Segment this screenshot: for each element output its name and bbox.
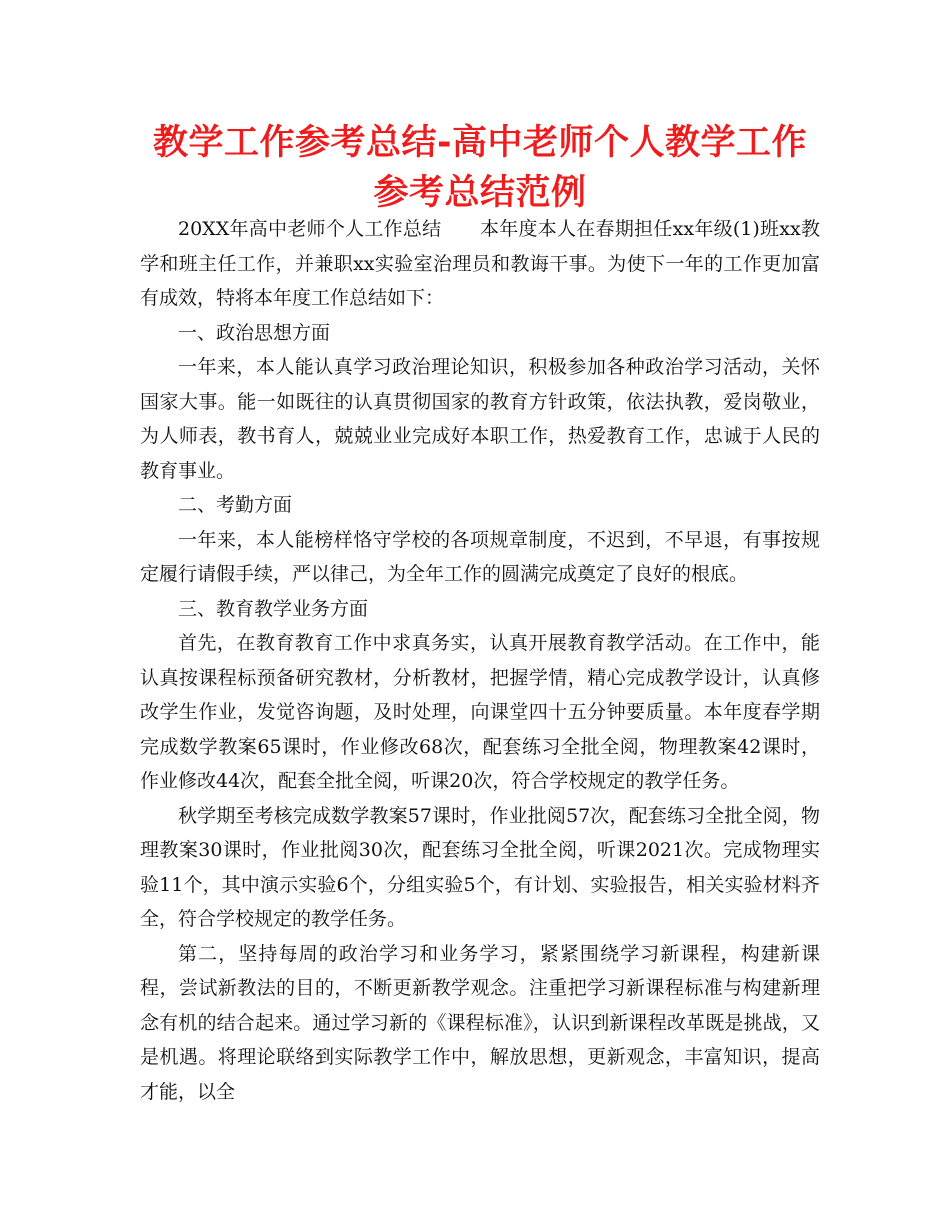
teaching-paragraph-first: 首先，在教育教育工作中求真务实，认真开展教育教学活动。在工作中，能认真按课程标预备研究教材，分析教材，把握学情，精心完成教学设计，认真修改学生作业，发觉咨询题，及时处理，向课堂四十五分钟要质量。本年度春学期完成数学教案65课时，作业修改68次，配套练习全批全阅，物理教案42课时，作业修改44次，配套全批全阅，听课20次，符合学校规定的教学任务。: [140, 632, 820, 792]
document-title: 教学工作参考总结-高中老师个人教学工作参考总结范例: [152, 123, 808, 213]
teaching-paragraph-autumn: 秋学期至考核完成数学教案57课时，作业批阅57次，配套练习全批全阅，物理教案30课时，作业批阅30次，配套练习全批全阅，听课2021次。完成物理实验11个，其中演示实验6个，分组实验5个，有计划、实验报告，相关实验材料齐全，符合学校规定的教学任务。: [140, 804, 820, 930]
intro-paragraph: 20XX年高中老师个人工作总结 本年度本人在春期担任xx年级(1)班xx教学和班主任工作，并兼职xx实验室治理员和教诲干事。为使下一年的工作更加富有成效，特将本年度工作总结如下：: [140, 218, 820, 309]
section-heading-teaching: 三、教育教学业务方面: [178, 597, 369, 620]
teaching-paragraph-second: 第二，坚持每周的政治学习和业务学习，紧紧围绕学习新课程，构建新课程，尝试新教法的目的，不断更新教学观念。注重把学习新课程标准与构建新理念有机的结合起来。通过学习新的《课程标准》，认识到新课程改革既是挑战，又是机遇。将理论联络到实际教学工作中，解放思想，更新观念，丰富知识，提高才能，以全: [140, 942, 820, 1103]
attendance-paragraph: 一年来，本人能榜样恪守学校的各项规章制度，不迟到，不早退，有事按规定履行请假手续，严以律己，为全年工作的圆满完成奠定了良好的根底。: [140, 528, 820, 585]
document-body: [140, 212, 820, 1109]
section-heading-attendance: 二、考勤方面: [178, 494, 293, 516]
politics-paragraph: 一年来，本人能认真学习政治理论知识，积极参加各种政治学习活动，关怀国家大事。能一如既往的认真贯彻国家的教育方针政策，依法执教，爱岗敬业，为人师表，教书育人，兢兢业业完成好本职工作，热爱教育工作，忠诚于人民的教育事业。: [140, 356, 820, 482]
section-heading-politics: 一、政治思想方面: [178, 321, 331, 344]
